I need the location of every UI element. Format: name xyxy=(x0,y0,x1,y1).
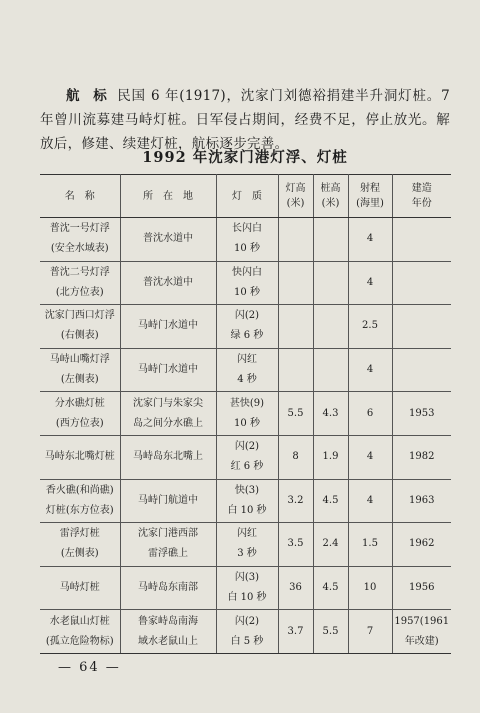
header-pile-height xyxy=(313,175,348,218)
cell-light-height xyxy=(278,435,313,479)
cell-text: 4 xyxy=(366,276,374,288)
lights-table xyxy=(40,174,451,654)
header-text: (米) xyxy=(321,198,340,209)
cell-range xyxy=(348,435,392,479)
cell-text: 鲁家峙岛南海 xyxy=(138,615,198,627)
cell-light-height xyxy=(278,261,313,305)
cell-pile-height xyxy=(313,218,348,262)
cell-light-height xyxy=(278,348,313,392)
cell-text: 雷浮灯桩 xyxy=(59,528,100,540)
cell-text: 长闪白 xyxy=(232,223,262,235)
header-text: 名 称 xyxy=(64,190,95,202)
cell-year-built xyxy=(392,348,451,392)
header-light-character xyxy=(216,175,278,218)
cell-year-built xyxy=(392,435,451,479)
cell-text: 36 xyxy=(289,582,302,594)
cell-text: 闪(3) xyxy=(234,572,260,584)
header-text: 建造 xyxy=(411,183,432,194)
cell-text: 1956 xyxy=(409,582,435,594)
cell-text: 绿 6 秒 xyxy=(230,330,264,342)
table-row xyxy=(40,348,451,392)
cell-range xyxy=(348,479,392,523)
table-row xyxy=(40,261,451,305)
table-row xyxy=(40,435,451,479)
page-number: — 64 — xyxy=(58,660,121,675)
cell-text: (左侧表) xyxy=(60,548,99,560)
cell-year-built xyxy=(392,566,451,610)
cell-name xyxy=(40,218,120,262)
cell-text: 3.7 xyxy=(287,625,304,637)
cell-text: 马峙门水道中 xyxy=(138,320,198,332)
cell-light-character xyxy=(216,305,278,349)
cell-pile-height xyxy=(313,479,348,523)
cell-pile-height xyxy=(313,305,348,349)
cell-text: 普沈一号灯浮 xyxy=(49,223,110,235)
header-text: 射程 xyxy=(360,183,380,194)
cell-name xyxy=(40,566,120,610)
cell-text: 4 xyxy=(366,364,374,376)
cell-year-built xyxy=(392,261,451,305)
cell-text: 白 10 秒 xyxy=(227,592,267,604)
cell-text: 1957(1961 xyxy=(394,615,450,627)
cell-pile-height xyxy=(313,261,348,305)
cell-text: 普沈水道中 xyxy=(143,233,193,245)
header-location xyxy=(120,175,216,218)
cell-light-character xyxy=(216,392,278,436)
cell-light-height xyxy=(278,218,313,262)
cell-pile-height xyxy=(313,392,348,436)
cell-text: 马峙灯桩 xyxy=(59,582,100,594)
cell-text: 红 6 秒 xyxy=(230,461,264,473)
cell-year-built xyxy=(392,610,451,654)
cell-location xyxy=(120,610,216,654)
cell-location xyxy=(120,348,216,392)
cell-text: 闪红 xyxy=(237,528,257,540)
header-light-height xyxy=(278,175,313,218)
cell-text: (右侧表) xyxy=(60,330,99,342)
cell-text: 快闪白 xyxy=(232,266,262,278)
cell-text: 1.9 xyxy=(322,451,339,463)
header-text: 灯 质 xyxy=(232,190,262,202)
cell-range xyxy=(348,610,392,654)
cell-text: 10 秒 xyxy=(234,417,260,429)
cell-text: 10 秒 xyxy=(234,286,260,298)
table-row xyxy=(40,610,451,654)
cell-text: 普沈二号灯浮 xyxy=(49,266,110,278)
header-text: 所 在 地 xyxy=(143,190,193,202)
section-heading: 航 标 xyxy=(66,87,112,104)
header-text: (米) xyxy=(286,198,305,209)
cell-text: 3.2 xyxy=(287,494,304,506)
cell-text: 马峙东北嘴灯桩 xyxy=(44,451,115,463)
cell-name xyxy=(40,610,120,654)
cell-text: 2.5 xyxy=(362,320,378,332)
cell-text: 甚快(9) xyxy=(229,397,265,409)
cell-text: 水老鼠山灯桩 xyxy=(49,615,110,627)
cell-text: 2.4 xyxy=(322,538,339,550)
table-header xyxy=(40,175,451,218)
cell-location xyxy=(120,435,216,479)
cell-text: 年改建) xyxy=(404,635,439,647)
cell-light-height xyxy=(278,610,313,654)
cell-text: 1953 xyxy=(409,407,435,419)
cell-text: 岛之间分水礁上 xyxy=(133,417,203,429)
cell-year-built xyxy=(392,479,451,523)
header-text: (海里) xyxy=(356,198,384,209)
cell-text: 4 秒 xyxy=(237,374,257,386)
cell-light-character xyxy=(216,218,278,262)
cell-text: 分水礁灯桩 xyxy=(54,397,105,409)
cell-location xyxy=(120,261,216,305)
cell-text: 5.5 xyxy=(322,625,339,637)
cell-text: 沈家门西口灯浮 xyxy=(44,310,115,322)
cell-range xyxy=(348,261,392,305)
table-row xyxy=(40,566,451,610)
cell-light-character xyxy=(216,523,278,567)
header-row xyxy=(40,175,451,218)
table-row xyxy=(40,479,451,523)
cell-light-character xyxy=(216,479,278,523)
header-text: 年份 xyxy=(411,198,432,209)
cell-text: 白 5 秒 xyxy=(230,635,264,647)
cell-text: 1963 xyxy=(409,494,435,506)
cell-text: 4.3 xyxy=(322,407,339,419)
cell-text: 马峙门航道中 xyxy=(138,494,198,506)
cell-pile-height xyxy=(313,435,348,479)
cell-light-character xyxy=(216,348,278,392)
cell-location xyxy=(120,479,216,523)
cell-name xyxy=(40,435,120,479)
cell-light-height xyxy=(278,523,313,567)
cell-location xyxy=(120,305,216,349)
cell-text: (孤立危险物标) xyxy=(45,635,114,647)
header-text: 桩高 xyxy=(320,183,341,194)
table-title: 1992 年沈家门港灯浮、灯桩 xyxy=(142,149,348,166)
table-body xyxy=(40,218,451,654)
cell-text: 闪红 xyxy=(237,354,257,366)
navigation-marks-paragraph xyxy=(40,84,450,156)
cell-year-built xyxy=(392,392,451,436)
cell-text: 雷浮礁上 xyxy=(148,548,188,560)
cell-light-character xyxy=(216,261,278,305)
cell-text: (北方位表) xyxy=(55,286,104,298)
cell-text: 4.5 xyxy=(322,494,339,506)
table-row xyxy=(40,305,451,349)
cell-text: (西方位表) xyxy=(55,417,104,429)
cell-pile-height xyxy=(313,566,348,610)
cell-name xyxy=(40,261,120,305)
cell-text: 1962 xyxy=(409,538,435,550)
cell-text: 10 xyxy=(363,582,377,594)
cell-text: 4 xyxy=(366,451,374,463)
cell-range xyxy=(348,566,392,610)
cell-text: 马峙岛东北嘴上 xyxy=(133,451,203,463)
paragraph-text: 民国 6 年(1917)，沈家门刘德裕捐建半升洞灯桩。7年曾川流募建马峙灯桩。日军侵占期间，经费不足，停止放光。解放后，修建、续建灯桩，航标逐步完善。 xyxy=(40,87,450,152)
cell-text: 闪(2) xyxy=(234,310,260,322)
cell-text: 马峙山嘴灯浮 xyxy=(49,354,110,366)
cell-location xyxy=(120,218,216,262)
cell-text: 4 xyxy=(366,233,374,245)
cell-text: 1.5 xyxy=(362,538,378,550)
table-row xyxy=(40,218,451,262)
cell-location xyxy=(120,523,216,567)
cell-name xyxy=(40,392,120,436)
cell-text: 马峙岛东南部 xyxy=(138,582,198,594)
cell-text: 5.5 xyxy=(287,407,304,419)
cell-text: 3.5 xyxy=(287,538,304,550)
cell-text: 闪(2) xyxy=(234,441,260,453)
cell-name xyxy=(40,348,120,392)
cell-range xyxy=(348,218,392,262)
cell-light-character xyxy=(216,610,278,654)
cell-pile-height xyxy=(313,348,348,392)
cell-range xyxy=(348,348,392,392)
cell-text: 普沈水道中 xyxy=(143,276,193,288)
cell-name xyxy=(40,305,120,349)
cell-text: 灯桩(东方位表) xyxy=(45,504,114,516)
cell-text: 4.5 xyxy=(322,582,339,594)
cell-light-character xyxy=(216,566,278,610)
cell-text: 6 xyxy=(366,407,374,419)
cell-location xyxy=(120,566,216,610)
header-year-built xyxy=(392,175,451,218)
cell-text: 7 xyxy=(366,625,374,637)
cell-text: 闪(2) xyxy=(234,615,260,627)
cell-text: 香火礁(和尚礁) xyxy=(45,484,114,496)
table-row xyxy=(40,392,451,436)
cell-text: (左侧表) xyxy=(60,374,99,386)
header-text: 灯高 xyxy=(285,183,306,194)
cell-text: 沈家门港西部 xyxy=(138,528,198,540)
cell-text: 4 xyxy=(366,494,374,506)
cell-text: 8 xyxy=(292,451,299,463)
header-range xyxy=(348,175,392,218)
cell-year-built xyxy=(392,218,451,262)
cell-range xyxy=(348,523,392,567)
cell-pile-height xyxy=(313,523,348,567)
cell-text: 马峙门水道中 xyxy=(138,364,198,376)
cell-text: 白 10 秒 xyxy=(227,504,267,516)
cell-text: 1982 xyxy=(409,451,435,463)
cell-text: 沈家门与朱家尖 xyxy=(133,397,203,409)
cell-range xyxy=(348,392,392,436)
cell-text: 快(3) xyxy=(234,484,260,496)
cell-light-height xyxy=(278,566,313,610)
cell-pile-height xyxy=(313,610,348,654)
cell-name xyxy=(40,479,120,523)
header-name xyxy=(40,175,120,218)
cell-name xyxy=(40,523,120,567)
cell-light-height xyxy=(278,479,313,523)
cell-light-height xyxy=(278,305,313,349)
cell-light-height xyxy=(278,392,313,436)
table-row xyxy=(40,523,451,567)
cell-text: (安全水域表) xyxy=(50,243,109,255)
cell-range xyxy=(348,305,392,349)
cell-year-built xyxy=(392,523,451,567)
cell-year-built xyxy=(392,305,451,349)
cell-location xyxy=(120,392,216,436)
cell-light-character xyxy=(216,435,278,479)
cell-text: 3 秒 xyxy=(237,548,257,560)
cell-text: 域水老鼠山上 xyxy=(138,635,198,647)
cell-text: 10 秒 xyxy=(234,243,260,255)
